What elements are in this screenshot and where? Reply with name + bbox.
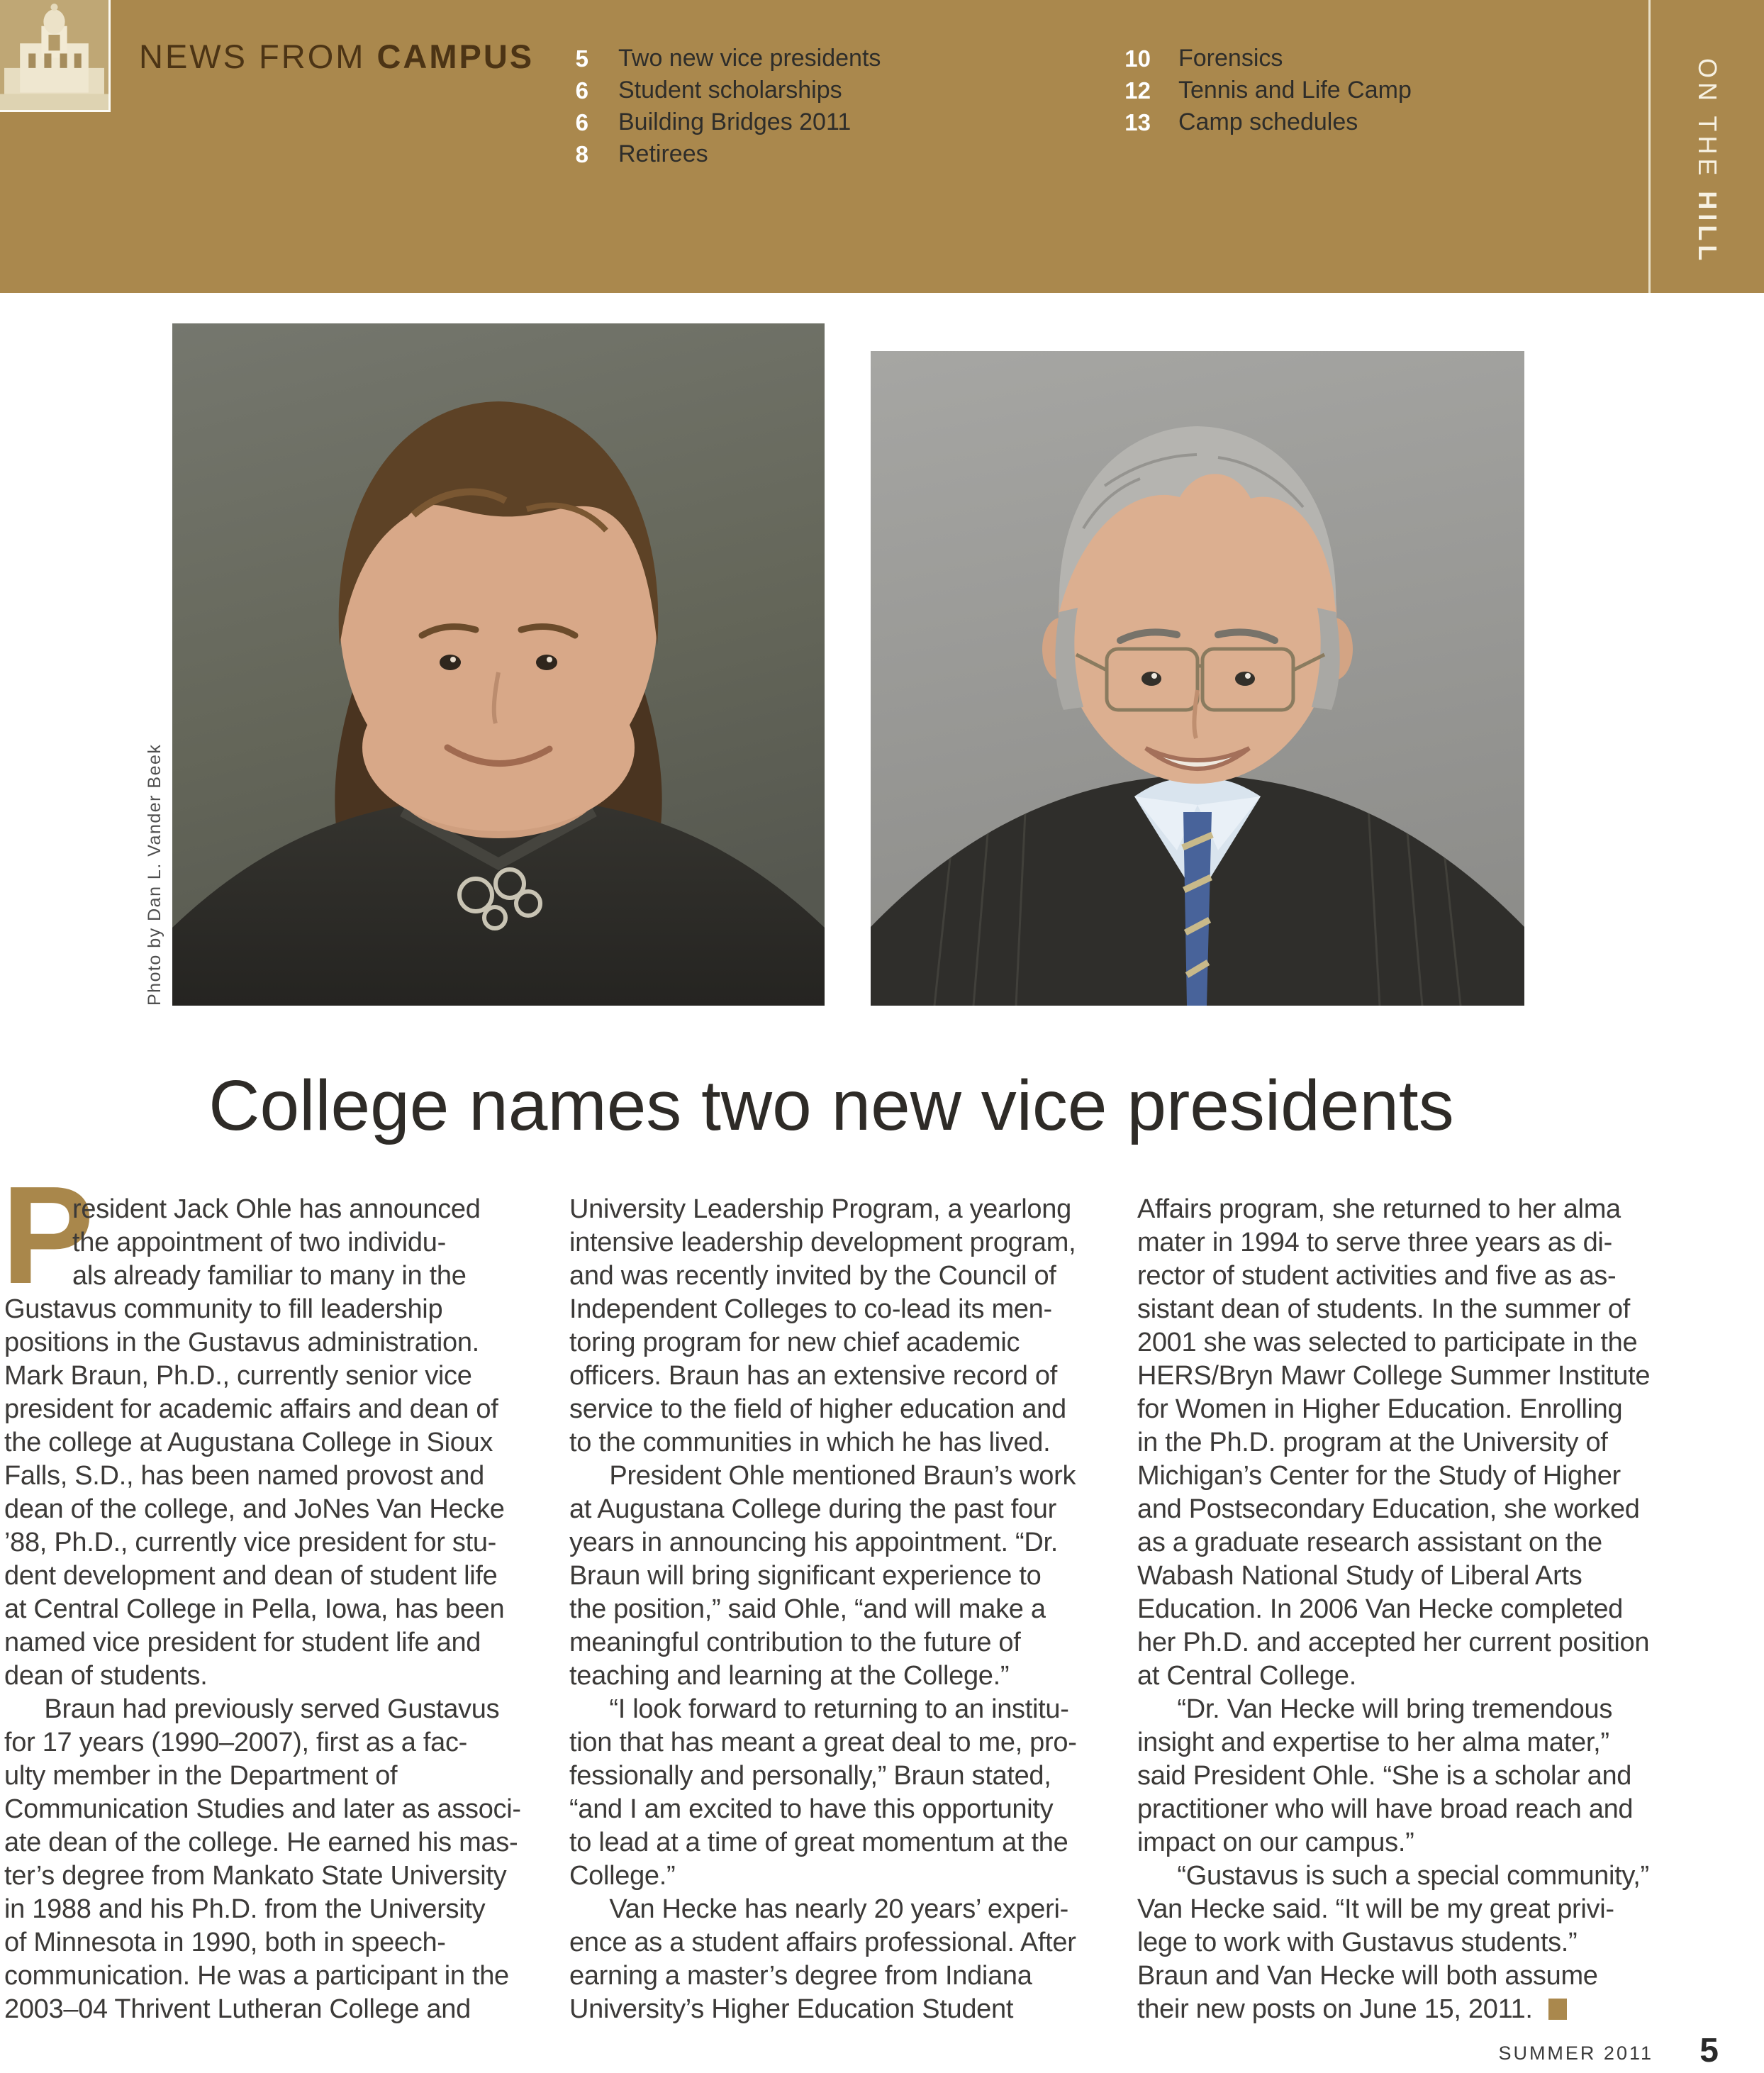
body-line: the appointment of two individu- [72, 1228, 446, 1257]
body-line: “Dr. Van Hecke will bring tremendous [1137, 1694, 1613, 1724]
body-line: fessionally and personally,” Braun stated, [569, 1761, 1051, 1791]
body-line: tion that has meant a great deal to me, pro- [569, 1728, 1077, 1757]
body-line: ter’s degree from Mankato State University [4, 1861, 507, 1891]
toc-page-number: 12 [1124, 77, 1151, 104]
body-line: their new posts on June 15, 2011. [1137, 1993, 1683, 2026]
body-line: the college at Augustana College in Sioux [4, 1428, 493, 1457]
toc-row [546, 74, 881, 106]
body-line: mater in 1994 to serve three years as di- [1137, 1228, 1612, 1257]
toc-label: Forensics [1178, 45, 1283, 72]
body-line: Wabash National Study of Liberal Arts [1137, 1561, 1582, 1591]
body-line: to lead at a time of great momentum at the [569, 1828, 1068, 1857]
body-line: “and I am excited to have this opportunity [569, 1794, 1054, 1824]
article-column-2 [569, 1193, 1115, 2026]
body-line: practitioner who will have broad reach and [1137, 1794, 1634, 1824]
toc-right-column [1099, 43, 1412, 138]
body-line: dent development and dean of student life [4, 1561, 498, 1591]
body-line: resident Jack Ohle has announced [72, 1194, 481, 1224]
body-line: Falls, S.D., has been named provost and [4, 1461, 484, 1491]
body-line: in the Ph.D. program at the University of [1137, 1428, 1608, 1457]
body-line: ence as a student affairs professional. After [569, 1928, 1076, 1957]
body-line: to the communities in which he has lived. [569, 1428, 1051, 1457]
toc-page-number: 6 [575, 109, 588, 135]
section-title-bold: CAMPUS [376, 38, 535, 75]
body-line: Independent Colleges to co-lead its men- [569, 1294, 1052, 1324]
body-line: Education. In 2006 Van Hecke completed [1137, 1594, 1624, 1624]
body-line: “Gustavus is such a special community,” [1137, 1861, 1649, 1891]
drop-cap: P [1, 1157, 94, 1313]
body-line: “I look forward to returning to an institu- [569, 1694, 1069, 1724]
body-line: Mark Braun, Ph.D., currently senior vice [4, 1361, 472, 1391]
section-title-regular: NEWS FROM [139, 38, 366, 75]
body-line: earning a master’s degree from Indiana [569, 1961, 1032, 1991]
footer-issue-label: SUMMER 2011 [1498, 2043, 1653, 2064]
portrait-photo-right [871, 351, 1524, 1006]
body-line: rector of student activities and five as as- [1137, 1261, 1617, 1291]
photo-credit: Photo by Dan L. Vander Beek [145, 743, 164, 1006]
body-line: the position,” said Ohle, “and will make a [569, 1594, 1046, 1624]
edge-tab [1651, 0, 1764, 293]
body-line: said President Ohle. “She is a scholar and [1137, 1761, 1632, 1791]
edge-tab-label [1692, 58, 1722, 265]
toc-label: Retirees [618, 140, 708, 167]
toc-row [1099, 74, 1412, 106]
article-end-mark [1548, 1999, 1567, 2020]
portrait-photo-left [172, 323, 825, 1006]
body-line: ate dean of the college. He earned his mas- [4, 1828, 518, 1857]
body-line: Braun will bring significant experience to [569, 1561, 1042, 1591]
body-line: HERS/Bryn Mawr College Summer Institute [1137, 1361, 1651, 1391]
toc-label: Building Bridges 2011 [618, 109, 852, 135]
body-line: communication. He was a participant in the [4, 1961, 509, 1991]
body-line: Gustavus community to fill leadership [4, 1294, 443, 1324]
article-headline: College names two new vice presidents [208, 1066, 1454, 1145]
body-line: ’88, Ph.D., currently vice president for stu- [4, 1528, 497, 1557]
body-line: positions in the Gustavus administration. [4, 1328, 479, 1357]
body-line: insight and expertise to her alma mater,” [1137, 1728, 1609, 1757]
body-line: teaching and learning at the College.” [569, 1661, 1010, 1691]
body-line: impact on our campus.” [1137, 1828, 1414, 1857]
body-line: dean of students. [4, 1661, 208, 1691]
body-line: University Leadership Program, a yearlong [569, 1194, 1071, 1224]
toc-row [546, 138, 881, 170]
body-line: named vice president for student life and [4, 1628, 481, 1657]
body-line: Affairs program, she returned to her alma [1137, 1194, 1621, 1224]
body-line: 2001 she was selected to participate in the [1137, 1328, 1638, 1357]
body-line: sistant dean of students. In the summer of [1137, 1294, 1631, 1324]
toc-row [1099, 43, 1412, 74]
body-line: and Postsecondary Education, she worked [1137, 1494, 1640, 1524]
body-line: of Minnesota in 1990, both in speech- [4, 1928, 446, 1957]
body-line: meaningful contribution to the future of [569, 1628, 1021, 1657]
toc-label: Camp schedules [1178, 109, 1358, 135]
toc-page-number: 5 [575, 45, 588, 72]
toc-label: Tennis and Life Camp [1178, 77, 1412, 104]
body-line: President Ohle mentioned Braun’s work [569, 1461, 1076, 1491]
body-line: her Ph.D. and accepted her current position [1137, 1628, 1650, 1657]
campus-building-photo [0, 0, 111, 112]
toc-left-column [546, 43, 881, 170]
body-line: for Women in Higher Education. Enrolling [1137, 1394, 1623, 1424]
toc-row [1099, 106, 1412, 138]
body-line: president for academic affairs and dean of [4, 1394, 498, 1424]
body-line: and was recently invited by the Council of [569, 1261, 1056, 1291]
toc-page-number: 6 [575, 77, 588, 104]
toc-page-number: 13 [1124, 109, 1151, 135]
toc-label: Student scholarships [618, 77, 842, 104]
body-line: years in announcing his appointment. “Dr. [569, 1528, 1058, 1557]
body-line: at Central College. [1137, 1661, 1357, 1691]
body-line: Braun had previously served Gustavus [4, 1694, 500, 1724]
body-line: 2003–04 Thrivent Lutheran College and [4, 1994, 471, 2024]
body-line: for 17 years (1990–2007), first as a fac- [4, 1728, 468, 1757]
footer-page-number: 5 [1699, 2032, 1719, 2069]
toc-row [546, 106, 881, 138]
body-line: als already familiar to many in the [72, 1261, 467, 1291]
body-line: College.” [569, 1861, 676, 1891]
body-line: University’s Higher Education Student [569, 1994, 1014, 2024]
body-line: Van Hecke has nearly 20 years’ experi- [569, 1894, 1068, 1924]
body-line: in 1988 and his Ph.D. from the University [4, 1894, 486, 1924]
article-column-3 [1137, 1193, 1683, 2026]
body-line: ulty member in the Department of [4, 1761, 398, 1791]
edge-tab-regular: ON THE [1693, 58, 1722, 191]
toc-label: Two new vice presidents [618, 45, 881, 72]
body-line: officers. Braun has an extensive record of [569, 1361, 1057, 1391]
body-line: intensive leadership development program, [569, 1228, 1076, 1257]
toc-page-number: 8 [575, 140, 588, 167]
body-line: Michigan’s Center for the Study of Higher [1137, 1461, 1621, 1491]
toc-row [546, 43, 881, 74]
body-line: service to the field of higher education and [569, 1394, 1066, 1424]
body-line: Communication Studies and later as associ- [4, 1794, 521, 1824]
body-line: dean of the college, and JoNes Van Hecke [4, 1494, 505, 1524]
toc-page-number: 10 [1124, 45, 1151, 72]
article-column-1 [4, 1193, 550, 2026]
body-line: at Central College in Pella, Iowa, has been [4, 1594, 505, 1624]
body-line: at Augustana College during the past four [569, 1494, 1056, 1524]
edge-tab-bold: HILL [1693, 191, 1722, 265]
body-line: lege to work with Gustavus students.” [1137, 1928, 1578, 1957]
body-line: toring program for new chief academic [569, 1328, 1020, 1357]
body-line: Van Hecke said. “It will be my great privi- [1137, 1894, 1614, 1924]
body-line: as a graduate research assistant on the [1137, 1528, 1602, 1557]
campus-building-icon [0, 0, 108, 110]
body-line: Braun and Van Hecke will both assume [1137, 1961, 1598, 1991]
section-title [139, 37, 534, 76]
